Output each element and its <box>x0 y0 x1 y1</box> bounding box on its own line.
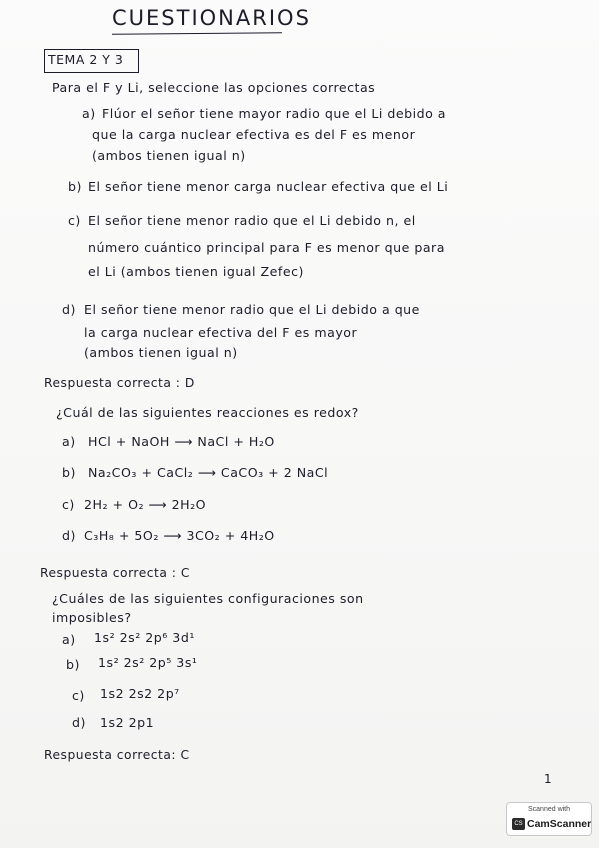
q1-prompt: Para el F y Li, seleccione las opciones correctas <box>52 80 376 95</box>
q1-option-d-line3: (ambos tienen igual n) <box>84 345 238 360</box>
q3-option-a-text: 1s² 2s² 2p⁶ 3d¹ <box>94 630 195 645</box>
q1-option-d-label: d) <box>62 302 76 317</box>
page-number: 1 <box>544 772 553 786</box>
q1-option-c-label: c) <box>68 213 81 228</box>
q2-option-c-text: 2H₂ + O₂ ⟶ 2H₂O <box>84 497 207 512</box>
q1-option-a-line2: que la carga nuclear efectiva es del F es menor <box>92 127 416 142</box>
q3-option-b-text: 1s² 2s² 2p⁵ 3s¹ <box>98 655 198 670</box>
q1-option-a-label: a) <box>82 106 96 121</box>
q1-option-d-line1: El señor tiene menor radio que el Li debido a que <box>84 302 420 317</box>
q3-option-d-text: 1s2 2p1 <box>100 715 155 730</box>
q1-option-c-line3: el Li (ambos tienen igual Zefec) <box>88 264 304 279</box>
scanned-with-label: Scanned with <box>527 806 571 813</box>
q2-prompt: ¿Cuál de las siguientes reacciones es redox? <box>56 405 359 420</box>
q1-option-c-line2: número cuántico principal para F es menor que para <box>88 240 445 255</box>
camscanner-badge <box>506 802 592 836</box>
q2-option-b-label: b) <box>62 465 76 480</box>
q2-option-a-text: HCl + NaOH ⟶ NaCl + H₂O <box>88 434 275 449</box>
camscanner-logo-icon: CS <box>512 818 525 830</box>
q2-option-d-text: C₃H₈ + 5O₂ ⟶ 3CO₂ + 4H₂O <box>84 528 275 543</box>
q1-answer: Respuesta correcta : D <box>44 376 195 390</box>
q1-option-a-line3: (ambos tienen igual n) <box>92 148 246 163</box>
q1-option-b-label: b) <box>68 179 82 194</box>
tema-label: TEMA 2 Y 3 <box>48 52 124 67</box>
q1-option-c-line1: El señor tiene menor radio que el Li debido n, el <box>88 213 416 228</box>
q2-answer: Respuesta correcta : C <box>40 566 190 580</box>
page-title: CUESTIONARIOS <box>112 6 311 30</box>
q1-option-b-line1: El señor tiene menor carga nuclear efectiva que el Li <box>88 179 449 194</box>
title-underline <box>112 32 282 34</box>
q3-option-a-label: a) <box>62 632 76 647</box>
q2-option-a-label: a) <box>62 434 76 449</box>
q3-option-c-label: c) <box>72 688 85 703</box>
q2-option-b-text: Na₂CO₃ + CaCl₂ ⟶ CaCO₃ + 2 NaCl <box>88 465 329 480</box>
q2-option-c-label: c) <box>62 497 75 512</box>
q1-option-d-line2: la carga nuclear efectiva del F es mayor <box>84 325 358 340</box>
q3-option-b-label: b) <box>66 657 80 672</box>
q3-answer: Respuesta correcta: C <box>44 748 190 762</box>
camscanner-name: CamScanner <box>527 818 592 830</box>
q3-prompt-line1: ¿Cuáles de las siguientes configuraciones son <box>52 591 364 606</box>
q2-option-d-label: d) <box>62 528 76 543</box>
q3-option-d-label: d) <box>72 715 86 730</box>
q3-prompt-line2: imposibles? <box>52 610 132 625</box>
q1-option-a-line1: Flúor el señor tiene mayor radio que el Li debido a <box>102 106 447 121</box>
q3-option-c-text: 1s2 2s2 2p⁷ <box>100 686 180 701</box>
